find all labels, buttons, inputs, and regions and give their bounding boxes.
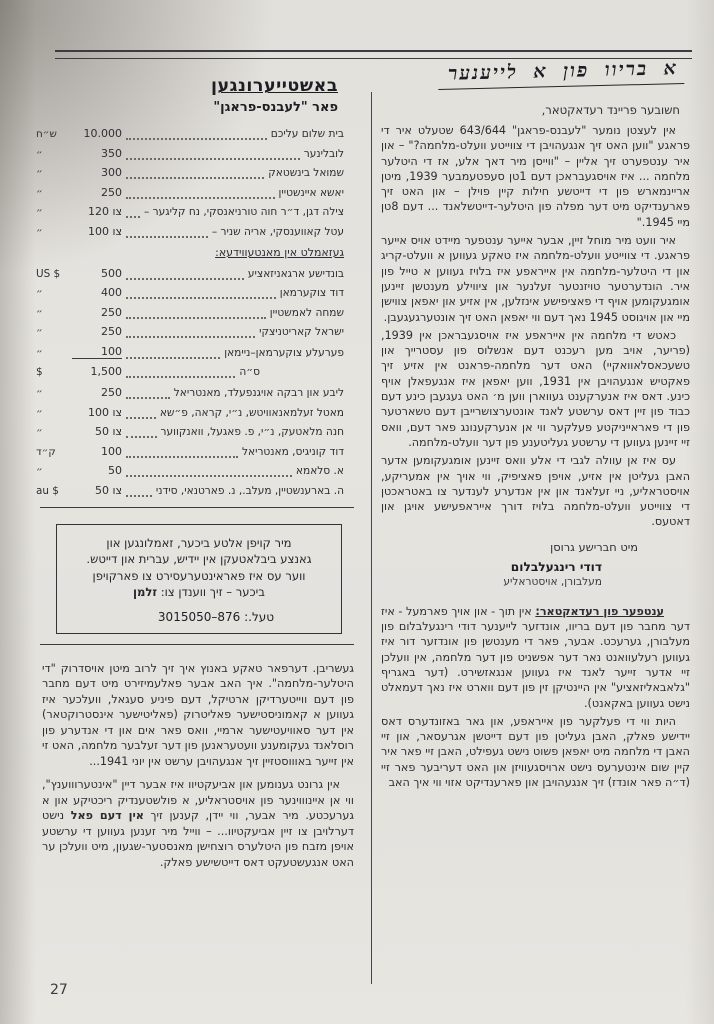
continuation-p2-post: נישט דערלויבן צו זיין אביעקטיוו... – ווייל מיר זענען געווען די ערשטע אויפן מזבח פון היטלערס רוצחישן מאנסטער-שגעון, מיט וועלכן ער האט אנגעשטעקט דאס דייטשישע פאלק.: [42, 809, 354, 869]
contribution-row: [36, 166, 344, 179]
contribution-row: [36, 186, 344, 199]
donor-name: דוד קוניגיס, מאנטריאל: [241, 445, 344, 458]
contribution-row: [36, 345, 344, 359]
contribution-row: [36, 386, 344, 399]
contribution-row: [36, 445, 344, 458]
donor-name: מאטל זעלמאנאוויטש, נ״י, קראה, פ״שא: [159, 406, 344, 419]
editor-reply-heading: ענטפער פון רעדאקטאר:: [535, 604, 664, 618]
donor-name: פערעלע צוקערמאן–ניימאן: [224, 346, 344, 359]
donation-amount: 250: [101, 305, 122, 319]
donation-amount: 50: [108, 464, 122, 477]
editor-reply-paragraph-1: [381, 604, 690, 711]
donor-name: לובלינער: [303, 147, 344, 160]
editor-reply: [381, 604, 690, 791]
donation-amount: צו 100: [87, 405, 122, 419]
dotted-leader: [126, 471, 292, 477]
continuation-p2-pre: אין גרונט גענומען און אביעקטיוו איז אבער דיין "אינטערוווענץ", ווי אן איינוווינער פון אויסטראליע, א פולשטענדיק ריכטיקע און א גערעכטע. מיר אבער, ווי יידן, קענען זיך: [42, 778, 354, 822]
donor-name: צילה דגן, ד״ר חוה טורניאנסקי, נח קליגער –: [143, 206, 344, 218]
ad-line-4-text: ביכער – זיך ווענדן צו:: [157, 585, 265, 599]
contributions-total-row: [36, 365, 356, 378]
donor-name: ליבע און רבקה אויגנפעלד, מאנטריאל: [173, 387, 344, 399]
donation-amount: 350: [101, 146, 122, 160]
donation-amount: צו 120: [87, 205, 122, 218]
book-buying-ad-box: [56, 524, 342, 634]
donation-amount: 300: [101, 166, 122, 179]
donation-currency: ״: [36, 426, 43, 438]
donation-amount: צו 50: [94, 483, 122, 497]
contributions-list-2: [36, 386, 356, 497]
contributions-subtitle: פאר "לעבנס-פראגן": [213, 100, 338, 115]
donation-currency: ״: [36, 186, 43, 199]
total-label: ס״ה: [239, 366, 260, 378]
donation-currency: ״: [36, 206, 43, 218]
donor-name: דוד צוקערמאן: [279, 287, 344, 299]
contributions-title: באשטייערונגען: [211, 76, 338, 96]
total-currency: $: [36, 366, 43, 378]
dotted-leader: [126, 154, 300, 160]
donation-amount: צו 50: [94, 425, 122, 438]
donation-currency: ״: [36, 406, 43, 419]
donation-currency: ״: [36, 287, 43, 299]
donor-name: ה. בארענשטיין, מעלב., נ. פארטנאי, סידני: [155, 484, 344, 497]
donor-name: חנה מלאטעק, נ״י, פ. פאגעל, וואנקווער: [160, 426, 344, 438]
ad-line-2: גאנצע ביבלאטעקן אין יידיש, עברית און דייטש.: [86, 552, 312, 566]
contribution-row: [36, 205, 344, 218]
dotted-leader: [126, 413, 156, 419]
continuation-p2-bold: אין דעם פאל: [70, 809, 144, 822]
donor-name: עטל קאווענסקי, אריה שניר –: [211, 225, 344, 238]
letter-paragraph-1: אין לעצטן נומער "לעבנס-פראגן" 643/644 שטעלט איר די פראגע "ווען האט זיך אנגעהויבן די צווייטע וועלט-מלחמה?" – און איר ענטפערט זיך אליין – "ווייסן מיר דאך אלע, אז די היטלער מלחמה ... איז אויסגעבראכן דעם 1טן סעפטעמבער 1939, מיטן אריינמארש פון די דייטשע חילות קיין פוילן – און האט זיך פארענדיקט מיט דער מפלה פון היטלער-דייטשלאנד ... דעם 8טן מיי 1945.": [381, 124, 691, 229]
donation-currency: ק״ד: [36, 445, 56, 458]
donation-currency: ״: [36, 465, 43, 477]
contribution-row: [36, 325, 344, 338]
donor-name: יאשא איינשטיין: [278, 186, 344, 199]
dotted-leader: [126, 212, 140, 218]
dotted-leader: [126, 491, 152, 497]
two-column-layout: [26, 58, 690, 994]
donation-currency: ״: [36, 346, 43, 359]
left-column: [26, 58, 362, 994]
dotted-leader: [126, 432, 157, 438]
dotted-leader: [126, 232, 208, 238]
donation-currency: ״: [36, 387, 43, 399]
contribution-row: [36, 267, 344, 280]
donor-name: בונדישע ארגאניזאציע: [247, 267, 344, 280]
dotted-leader: [126, 134, 267, 140]
donor-name: שמחה לאמשטיין: [269, 306, 344, 319]
letter-salutation: חשובער פריינד רעדאקטאר,: [541, 103, 680, 117]
donation-amount: 500: [101, 266, 122, 280]
donation-amount: 400: [101, 286, 122, 299]
contributions-list-montevideo: [36, 267, 356, 359]
donation-currency: ״: [36, 306, 43, 319]
ad-line-3: ווער עס איז פאראינטערעסירט צו פארקויפן: [92, 568, 306, 583]
dotted-leader: [126, 193, 275, 199]
section-rule-bottom: [40, 644, 354, 645]
donation-currency: ש״ח: [36, 128, 57, 140]
contribution-row: [36, 406, 344, 419]
dotted-leader: [126, 173, 264, 179]
letter-paragraph-3: כאטש די מלחמה אין אייראפע איז אויסגעבראכן אין 1939, (פריער, אויב מען רעכנט דעם אנשלוס פון עסטרייך און טשעכאסלאוואקיי) האט דער מלחמה-פראנט אין אזיע זיך פאקטיש אנגעהויבן אין 1931, ווען יאפאן איז אנגעפאלן אויף כינע. דאס איז אנערקענט געווארן ווען מ׳ האט געגעבן כינע דעם כבוד פון זיין דאס ערשטע לאנד אונטערצושרייבן דעם טשארטער פון די פאראייניקטע פעלקער ווי אן אנערקענונג פאר דעם, וואס זיי זיינען געווען די ערשטע געליטענע פון דער וועלט-מלחמה.: [381, 328, 690, 449]
ad-line-4: [65, 584, 333, 601]
letter-paragraph-4: עס איז אן עוולה לגבי די אלע וואס זיינען אומגעקומען אדער האבן געליטן אין אזיע, אויפן פאציפיק, ווי אויך אין אמעריקע, אויסטראליע, ניי זעלאנד און אין אנדערע לענדער צו באטראכטן די צווייטע וועלט-מלחמה בלויז דורך אייראפעישע אויגן און דאטעס.: [381, 454, 690, 529]
donation-amount: 250: [101, 325, 122, 338]
contribution-row: [36, 425, 344, 438]
montevideo-subheading: געזאמלט אין מאנטעווידעא:: [215, 245, 344, 259]
ad-contact-name: זלמן: [133, 585, 158, 599]
continuation-paragraph-2: [42, 777, 354, 870]
donation-currency: ״: [36, 167, 43, 179]
contribution-row: [36, 286, 344, 299]
right-column: [381, 58, 690, 994]
contributions-list-1: [36, 127, 356, 238]
letter-closing: מיט חברישע גרוסן: [550, 539, 638, 554]
dotted-leader: [126, 353, 220, 359]
donor-name: שמואל בינשטאק: [268, 167, 344, 179]
donor-name: בית שלום עליכם: [270, 128, 344, 140]
donation-currency: au $: [36, 484, 59, 497]
letter-paragraph-2: איר וועט מיר מוחל זיין, אבער אייער ענטפער מיידט אויס אייער פראגע. די צווייטע וועלט-מלחמה איז טאקע געווען א וועלט-קריג און די היטלער-מלחמה אין אייראפע איז בלויז געווען א טייל פון איר. הונדערטער טויזנטער זעלנער און ציווילע מענטשן זיינען אומגעקומען אויף די פאציפישע אינזלען, אין אזיע און יאפאן צווישן מיי און אויגוסט 1945 נאך דעם ווי יאפאן האט זיך אונטערגעגעבן.: [381, 234, 690, 324]
editor-reply-continuation: [36, 661, 356, 871]
contribution-row: [36, 306, 344, 319]
ad-phone-number: טעל.: 876–3015050: [157, 609, 275, 624]
donation-amount: 100: [72, 345, 122, 359]
continuation-paragraph-1: געשריבן. דערפאר טאקע באנוץ איך זיך לרוב מיטן אויסדרוק "די היטלער-מלחמה". איך האב אבער פאלעמיזירט מיט דעם מחבר פון דעם ווייטערדיקן ארטיקל, דעם פיניע סעגאל, וועלכער איז געווען א קאמוניסטישער פאליטרוק (פאליטישער אינסטרוקטאר) אין דער סאוויעטישער ארמיי, וואס פאר אים און די אנדערע פון רוסלאנד געקומענע וועטעראנען פון דער זעלבער מלחמה, האט זי אין זייער באוווסטזיין זיך אנגעהויבן ערשט אין יוני 1941...: [42, 661, 354, 768]
ad-line-1: מיר קויפן אלטע ביכער, זאמלונגען און: [106, 535, 292, 550]
contribution-row: [36, 225, 344, 238]
total-amount: 1,500: [90, 365, 122, 378]
donation-amount: 100: [101, 444, 122, 458]
donation-currency: US $: [36, 267, 61, 280]
dotted-leader: [126, 293, 276, 299]
donation-amount: צו 100: [87, 224, 122, 238]
handwritten-letter-title: א בריוו פון א לייענער: [438, 57, 685, 90]
dotted-leader: [126, 274, 244, 280]
dotted-leader: [126, 332, 255, 338]
donor-name: א. סלאמא: [295, 465, 344, 477]
section-rule-top: [40, 507, 354, 508]
letter-signature-location: מעלבורן, אויסטראליע: [503, 575, 602, 588]
donation-amount: 250: [101, 386, 122, 399]
letter-signature: דודי רינגעלבלום: [510, 559, 602, 574]
contribution-row: [36, 464, 344, 477]
page-number: 27: [50, 982, 68, 998]
donation-currency: ״: [36, 225, 43, 238]
editor-reply-p1-text: אין תוך - און אויך פארמעל - איז דער מחבר פון דעם בריוו, אונדזער לייענער דודי רינגעלבלום פון מעלבורן, גערעכט. אבער, פאר די מענטשן פון אונדזער דור איז געווען רעלעוואנט נאר דער אפשניט פון דער מלחמה, אין וועלכן זיי אדער זייער לאנד איז געווען אנגאזשירט. (דער באגריף "גלאבאליזאציע" אין היינטיקן זין פון דעם ווארט איז נאך דעמאלט נישט געווען באקאנט).: [381, 604, 690, 710]
dotted-leader: [126, 452, 238, 458]
donation-currency: ״: [36, 326, 43, 338]
editor-reply-paragraph-2: היות ווי די פעלקער פון אייראפע, און גאר באזונדערס דאס יידישע פאלק, האבן געליטן פון דעם דייטשן אגרעסאר, און זיי האבן די מלחמה מיט יאפאן פשוט נישט געפילט, האבן זיי פאר איר קיין שום אינטערעס נישט ארויסגעוויזן און האט דעריבער פאר זיי (ד״ה פאר אונדז) זיך אנגעהויבן און פארענדיקט אזוי ווי איך האב: [381, 714, 690, 789]
dotted-leader: [126, 393, 170, 399]
column-divider-rule: [371, 92, 372, 984]
contribution-row: [36, 484, 344, 497]
dotted-leader: [126, 313, 266, 319]
contribution-row: [36, 127, 344, 140]
donation-amount: 250: [101, 185, 122, 199]
donation-currency: ״: [36, 147, 43, 160]
contribution-row: [36, 147, 344, 160]
donor-name: ישראל קאריטניצקי: [259, 326, 344, 338]
donation-amount: 10.000: [83, 127, 122, 140]
dotted-leader: [126, 372, 235, 378]
